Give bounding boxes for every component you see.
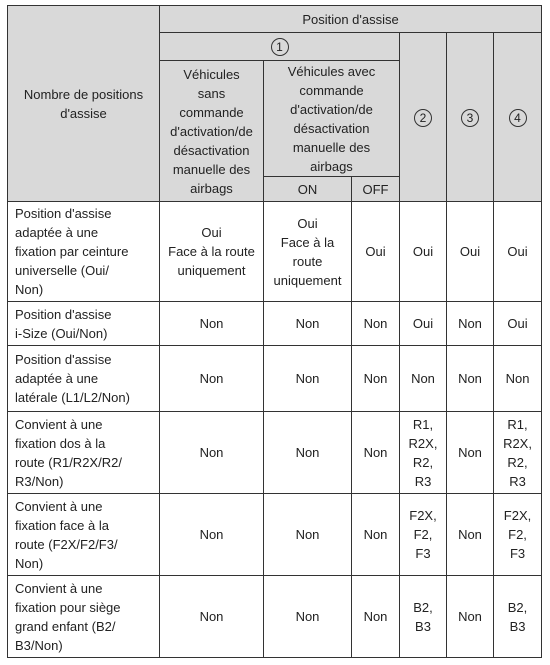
col1-group-header: [160, 33, 400, 61]
table-cell: R1, R2X, R2, R3: [400, 412, 447, 494]
position-title: Position d'assise: [302, 11, 399, 27]
off-label: OFF: [362, 181, 389, 197]
table-cell: Oui: [400, 302, 447, 346]
table-cell: Non: [160, 576, 264, 658]
table-cell: Oui Face à la route uniquement: [160, 202, 264, 302]
table-cell: Non: [352, 302, 400, 346]
row-label: Convient à une fixation pour siège grand enfant (B2/ B3/Non): [8, 576, 160, 658]
table-cell: Oui Face à la route uniquement: [264, 202, 352, 302]
table-cell: Non: [447, 576, 494, 658]
seat-position-table: [7, 5, 542, 658]
col4-header: [494, 33, 542, 202]
position-title-cell: [160, 6, 542, 33]
table-cell: Non: [264, 412, 352, 494]
table-cell: Non: [264, 576, 352, 658]
without-switch-header: [160, 61, 264, 202]
table-row: [8, 302, 542, 346]
table-cell: Non: [447, 302, 494, 346]
row-label: Convient à une fixation face à la route (F2X/F2/F3/ Non): [8, 494, 160, 576]
table-cell: Non: [447, 494, 494, 576]
row-label: Convient à une fixation dos à la route (R1/R2X/R2/ R3/Non): [8, 412, 160, 494]
on-label: ON: [297, 181, 318, 197]
seat-2-marker: 2: [414, 109, 432, 127]
table-cell: Non: [264, 302, 352, 346]
table-cell: Oui: [352, 202, 400, 302]
table-row: [8, 202, 542, 302]
table-cell: B2, B3: [494, 576, 542, 658]
with-switch-label: Véhicules avec commande d'activation/de désactivation manuelle des airbags: [287, 63, 376, 174]
table-cell: Oui: [400, 202, 447, 302]
table-cell: Non: [160, 346, 264, 412]
table-cell: Oui: [494, 202, 542, 302]
table-cell: Non: [160, 412, 264, 494]
table-cell: Non: [447, 412, 494, 494]
table-cell: Non: [352, 576, 400, 658]
table-cell: F2X, F2, F3: [494, 494, 542, 576]
table-row: [8, 412, 542, 494]
table-cell: Non: [400, 346, 447, 412]
table-cell: F2X, F2, F3: [400, 494, 447, 576]
row-label: Position d'assise i-Size (Oui/Non): [8, 302, 160, 346]
col3-header: [447, 33, 494, 202]
table-cell: Non: [494, 346, 542, 412]
table-cell: Non: [352, 346, 400, 412]
table-cell: Non: [160, 302, 264, 346]
table-cell: Non: [352, 412, 400, 494]
table-cell: Oui: [447, 202, 494, 302]
without-switch-label: Véhicules sans commande d'activation/de désactivation manuelle des airbags: [170, 66, 253, 196]
seat-1-marker: 1: [271, 38, 289, 56]
table-cell: Non: [160, 494, 264, 576]
table-cell: B2, B3: [400, 576, 447, 658]
on-header: [264, 177, 352, 202]
seat-4-marker: 4: [509, 109, 527, 127]
table-cell: Non: [447, 346, 494, 412]
table-row: [8, 494, 542, 576]
off-header: [352, 177, 400, 202]
col2-header: [400, 33, 447, 202]
table-cell: Non: [352, 494, 400, 576]
corner-header: [8, 6, 160, 202]
seat-3-marker: 3: [461, 109, 479, 127]
row-label: Position d'assise adaptée à une latérale (L1/L2/Non): [8, 346, 160, 412]
table-cell: Oui: [494, 302, 542, 346]
table-row: [8, 346, 542, 412]
corner-label: Nombre de positions d'assise: [23, 86, 144, 121]
table-cell: Non: [264, 346, 352, 412]
table-cell: Non: [264, 494, 352, 576]
with-switch-header: [264, 61, 400, 177]
row-label: Position d'assise adaptée à une fixation par ceinture universelle (Oui/ Non): [8, 202, 160, 302]
table-row: [8, 576, 542, 658]
table-cell: R1, R2X, R2, R3: [494, 412, 542, 494]
